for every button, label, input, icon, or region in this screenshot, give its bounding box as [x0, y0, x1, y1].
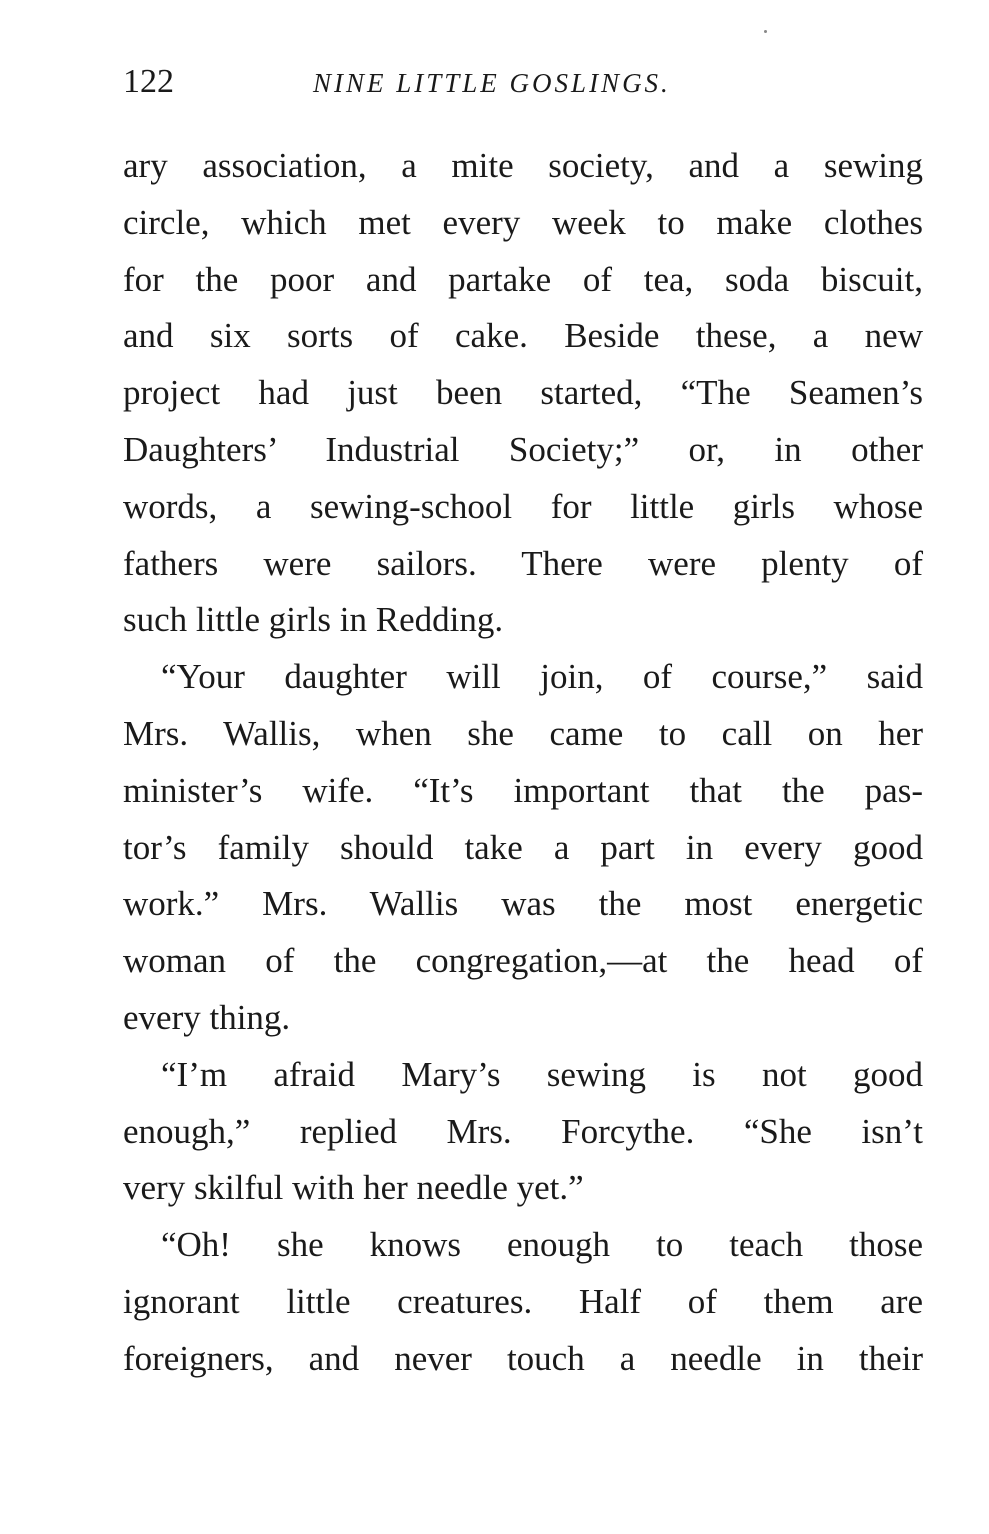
text-line: such little girls in Redding.	[123, 600, 504, 640]
text-line: tor’s family should take a part in every good	[123, 827, 923, 867]
text-line: ignorant little creatures. Half of them are	[123, 1281, 923, 1321]
page-header	[123, 62, 923, 102]
text-line: woman of the congregation,—at the head of	[123, 941, 923, 981]
text-line: ary association, a mite society, and a sewing	[123, 146, 923, 185]
text-line: “I’m afraid Mary’s sewing is not good	[161, 1054, 923, 1094]
text-line: fathers were sailors. There were plenty of	[123, 543, 923, 583]
text-line: “Oh! she knows enough to teach those	[161, 1225, 923, 1265]
text-line: words, a sewing-school for little girls whose	[123, 486, 923, 526]
body-text	[123, 138, 923, 1388]
text-line: and six sorts of cake. Beside these, a new	[123, 316, 923, 356]
text-line: minister’s wife. “It’s important that the pas-	[123, 770, 923, 810]
text-line: Mrs. Wallis, when she came to call on her	[123, 713, 923, 753]
text-line: circle, which met every week to make clothes	[123, 202, 923, 242]
print-speck	[764, 30, 767, 33]
text-line: project had just been started, “The Seamen’s	[123, 373, 923, 413]
text-line: “Your daughter will join, of course,” said	[161, 657, 923, 697]
running-title: NINE LITTLE GOSLINGS.	[313, 68, 671, 98]
text-line: very skilful with her needle yet.”	[123, 1168, 584, 1208]
text-line: enough,” replied Mrs. Forcythe. “She isn’t	[123, 1111, 923, 1151]
text-line: for the poor and partake of tea, soda biscuit,	[123, 259, 923, 299]
page-number: 122	[123, 63, 174, 100]
text-line: foreigners, and never touch a needle in their	[123, 1338, 923, 1378]
text-line: work.” Mrs. Wallis was the most energetic	[123, 884, 923, 924]
text-line: Daughters’ Industrial Society;” or, in other	[123, 429, 923, 469]
text-line: every thing.	[123, 997, 291, 1037]
